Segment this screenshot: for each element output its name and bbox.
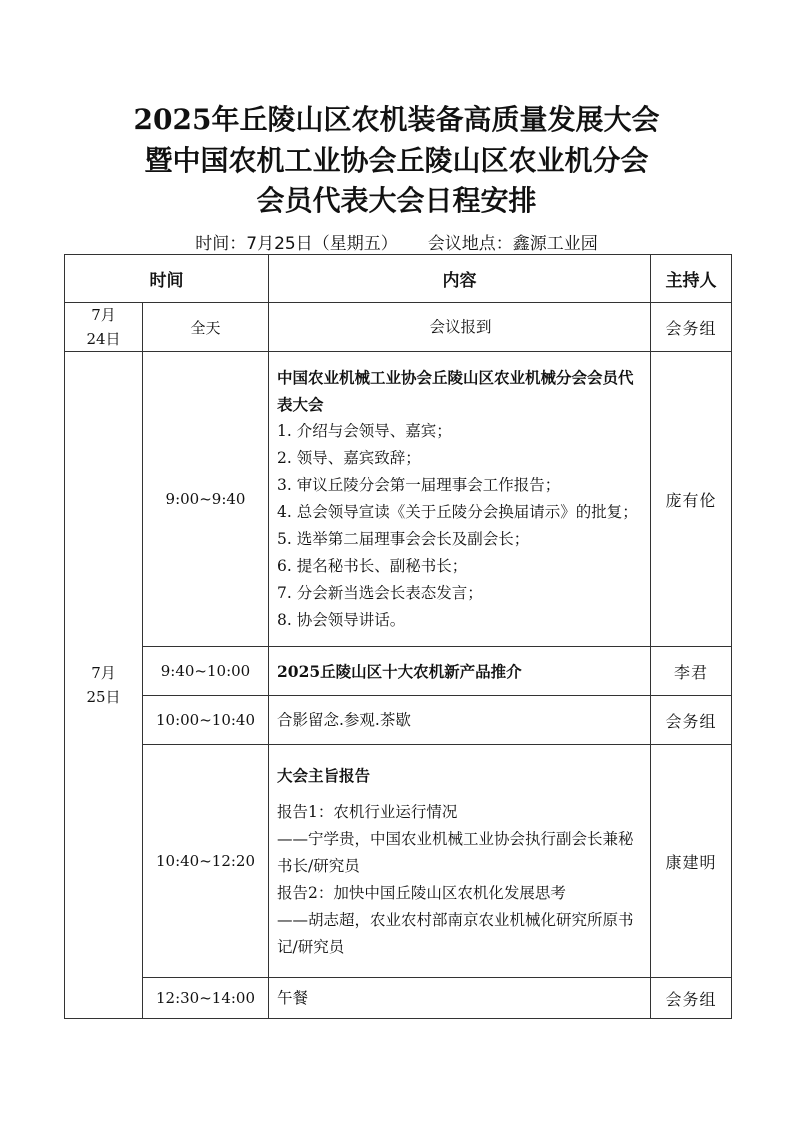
header-time: 时间 — [65, 255, 269, 303]
content-cell: 会议报到 — [269, 303, 651, 352]
agenda-item: 报告1：农机行业运行情况 — [277, 802, 458, 821]
agenda-item: 5. 选举第二届理事会会长及副会长； — [277, 530, 530, 548]
host-cell: 庞有伦 — [651, 352, 732, 647]
header-row — [65, 255, 732, 303]
date-cell — [65, 352, 143, 1019]
table-row — [65, 978, 732, 1019]
time-cell: 12:30~14:00 — [143, 978, 269, 1019]
agenda-item: 3. 审议丘陵分会第一届理事会工作报告； — [277, 476, 561, 494]
title-line-3: 会员代表大会日程安排 — [256, 184, 537, 217]
agenda-item: 8. 协会领导讲话。 — [277, 611, 406, 629]
time-cell: 全天 — [143, 303, 269, 352]
agenda-title: 中国农业机械工业协会丘陵山区农业机械分会会员代表大会 — [277, 368, 634, 414]
date-text: 7月25日 — [86, 664, 121, 706]
content-cell: 午餐 — [269, 978, 651, 1019]
content-cell — [269, 352, 651, 647]
content-cell — [269, 745, 651, 978]
agenda-item: 报告2：加快中国丘陵山区农机化发展思考 — [277, 883, 566, 902]
content-cell: 2025丘陵山区十大农机新产品推介 — [269, 647, 651, 696]
agenda-item: 7. 分会新当选会长表态发言； — [277, 584, 483, 602]
host-cell: 会务组 — [651, 696, 732, 745]
title-line-2: 暨中国农机工业协会丘陵山区农业机分会 — [144, 144, 649, 177]
time-cell: 9:00~9:40 — [143, 352, 269, 647]
header-content: 内容 — [269, 255, 651, 303]
table-row — [65, 745, 732, 978]
content-cell: 合影留念.参观.茶歇 — [269, 696, 651, 745]
time-cell: 10:00~10:40 — [143, 696, 269, 745]
host-cell: 会务组 — [651, 978, 732, 1019]
time-cell: 10:40~12:20 — [143, 745, 269, 978]
meeting-time: 时间：7月25日（星期五） — [195, 234, 398, 254]
meeting-meta — [0, 229, 793, 254]
title-line-1: 2025年丘陵山区农机装备高质量发展大会 — [133, 103, 660, 136]
header-host: 主持人 — [651, 255, 732, 303]
agenda-item: ——宁学贵，中国农业机械工业协会执行副会长兼秘书长/研究员 — [277, 829, 634, 875]
agenda-title: 大会主旨报告 — [277, 765, 371, 785]
time-cell: 9:40~10:00 — [143, 647, 269, 696]
date-cell — [65, 303, 143, 352]
table-row — [65, 303, 732, 352]
agenda-item: 6. 提名秘书长、副秘书长； — [277, 557, 468, 575]
agenda-item: 1. 介绍与会领导、嘉宾； — [277, 422, 452, 440]
host-cell: 李君 — [651, 647, 732, 696]
agenda-item: ——胡志超，农业农村部南京农业机械化研究所原书记/研究员 — [277, 910, 634, 956]
agenda-item: 2. 领导、嘉宾致辞； — [277, 449, 421, 467]
schedule-table — [64, 254, 732, 1019]
date-text: 7月24日 — [86, 306, 121, 348]
host-cell: 会务组 — [651, 303, 732, 352]
table-row — [65, 647, 732, 696]
table-row — [65, 352, 732, 647]
host-cell: 康建明 — [651, 745, 732, 978]
agenda-item: 4. 总会领导宣读《关于丘陵分会换届请示》的批复； — [277, 503, 638, 521]
meeting-venue: 会议地点：鑫源工业园 — [427, 234, 598, 254]
table-row — [65, 696, 732, 745]
